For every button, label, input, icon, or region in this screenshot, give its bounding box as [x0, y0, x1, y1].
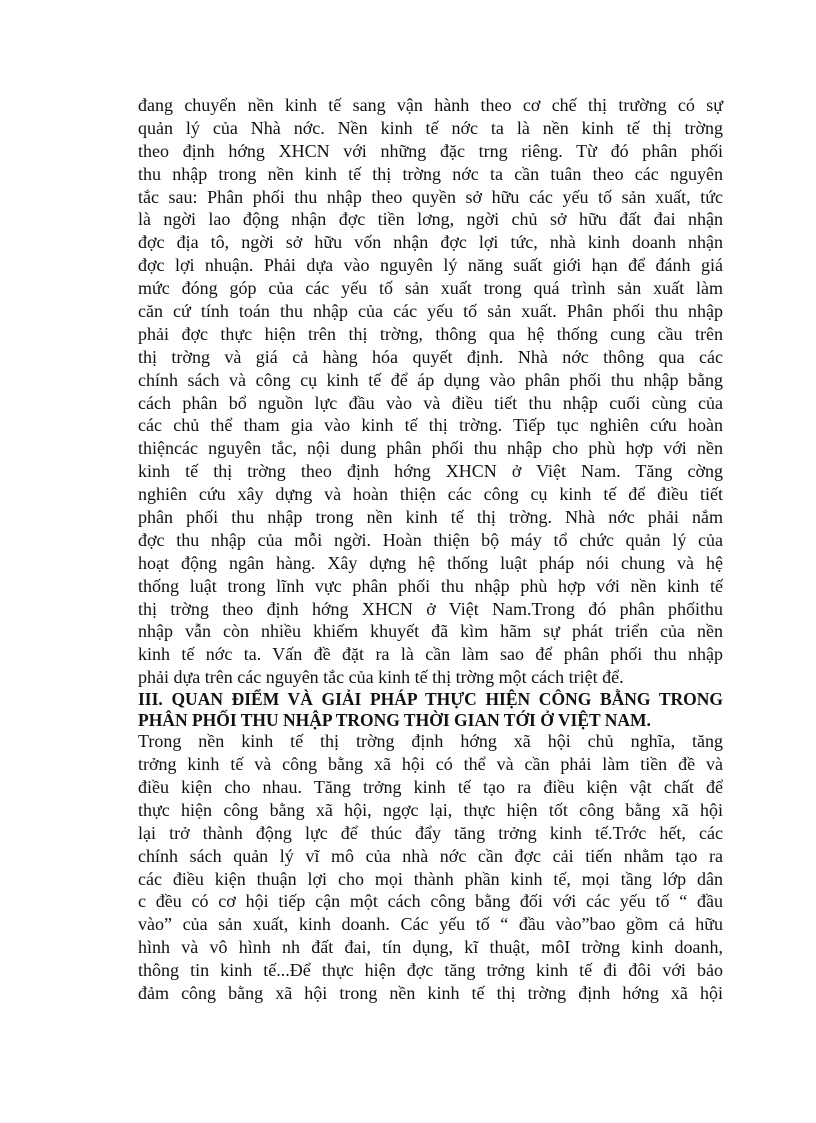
text-line: theo định hớng XHCN với những đặc trng riêng. Từ đó phân phối: [138, 140, 723, 161]
text-line: lại trở thành động lực để thúc đẩy tăng trởng kinh tế.Trớc hết, các: [138, 822, 723, 843]
paragraph-growth-equity: [138, 730, 723, 1005]
text-line: điều kiện cho nhau. Tăng trởng kinh tế tạo ra điều kiện vật chất để: [138, 776, 723, 797]
text-line: thông tin kinh tế...Để thực hiện đợc tăng trởng kinh tế đi đôi với bảo: [138, 960, 723, 981]
text-line: đang chuyển nền kinh tế sang vận hành theo cơ chế thị trường có sự: [138, 95, 723, 115]
text-line: chính sách quản lý vĩ mô của nhà nớc cần đợc cải tiến nhằm tạo ra: [138, 845, 723, 866]
text-line: nghiên cứu xây dựng và hoàn thiện các công cụ kinh tế để điều tiết: [138, 484, 723, 505]
text-line: Trong nền kinh tế thị trờng định hớng xã hội chủ nghĩa, tăng: [138, 731, 723, 752]
text-line: các điều kiện thuận lợi cho mọi thành phần kinh tế, mọi tầng lớp dân: [138, 868, 723, 889]
text-line: hình và vô hình nh đất đai, tín dụng, kĩ thuật, môI trờng kinh doanh,: [138, 937, 723, 958]
text-line: đợc địa tô, ngời sở hữu vốn nhận đợc lợi tức, nhà kinh doanh nhận: [138, 232, 723, 253]
text-line: trởng kinh tế và công bằng xã hội có thể và cần phải làm tiền đề và: [138, 754, 723, 775]
text-line: đảm công bằng xã hội trong nền kinh tế thị trờng định hớng xã hội: [138, 982, 723, 1003]
text-line: thiệncác nguyên tắc, nội dung phân phối thu nhập cho phù hợp với nền: [138, 438, 723, 459]
text-line: nhập vẫn còn nhiều khiếm khuyết đã kìm hãm sự phát triển của nền: [138, 621, 723, 642]
text-line: thực hiện công bằng xã hội, ngợc lại, thực hiện tốt công bằng xã hội: [138, 799, 723, 820]
text-line: phải dựa trên các nguyên tắc của kinh tế thị trờng một cách triệt để.: [138, 667, 624, 688]
text-line: thị trờng và giá cả hàng hóa quyết định. Nhà nớc thông qua các: [138, 346, 723, 367]
text-line: phân phối thu nhập trong nền kinh tế thị trờng. Nhà nớc phải nắm: [138, 507, 723, 528]
paragraph-distribution-principles: [138, 94, 723, 689]
text-line: kinh tế nớc ta. Vấn đề đặt ra là cần làm sao để phân phối thu nhập: [138, 644, 723, 665]
text-line: quản lý của Nhà nớc. Nền kinh tế nớc ta là nền kinh tế thị trờng: [138, 117, 723, 138]
text-line: căn cứ tính toán thu nhập của các yếu tố sản xuất. Phân phối thu nhập: [138, 301, 723, 322]
document-body: [138, 94, 723, 1005]
text-line: là ngời lao động nhận đợc tiền lơng, ngời chủ sở hữu đất đai nhận: [138, 209, 723, 230]
heading-line: PHÂN PHỐI THU NHẬP TRONG THỜI GIAN TỚI Ở VIỆT NAM.: [138, 709, 651, 730]
text-line: chính sách và công cụ kinh tế để áp dụng vào phân phối thu nhập bằng: [138, 369, 723, 390]
heading-line: III. QUAN ĐIỂM VÀ GIẢI PHÁP THỰC HIỆN CÔNG BẰNG TRONG: [138, 689, 723, 710]
text-line: phải đợc thực hiện trên thị trờng, thông qua hệ thống cung cầu trên: [138, 323, 723, 344]
text-line: hoạt động ngân hàng. Xây dựng hệ thống luật pháp nói chung và hệ: [138, 552, 723, 573]
text-line: kinh tế thị trờng theo định hớng XHCN ở Việt Nam. Tăng cờng: [138, 461, 723, 482]
text-line: cách phân bổ nguồn lực đầu vào và điều tiết thu nhập cuối cùng của: [138, 392, 723, 413]
text-line: đợc lợi nhuận. Phải dựa vào nguyên lý năng suất giới hạn để đánh giá: [138, 255, 723, 276]
text-line: thị trờng theo định hớng XHCN ở Việt Nam.Trong đó phân phốithu: [138, 598, 723, 619]
text-line: thu nhập trong nền kinh tế thị trờng nớc ta cần tuân theo các nguyên: [138, 163, 723, 184]
text-line: tắc sau: Phân phối thu nhập theo quyền sở hữu các yếu tố sản xuất, tức: [138, 186, 723, 207]
text-line: thống luật trong lĩnh vực phân phối thu nhập phù hợp với nền kinh tế: [138, 575, 723, 596]
text-line: c đều có cơ hội tiếp cận một cách công bằng đối với các yếu tố “ đầu: [138, 891, 723, 912]
text-line: vào” của sản xuất, kinh doanh. Các yếu tố “ đầu vào”bao gồm cả hữu: [138, 914, 723, 935]
text-line: các chủ thể tham gia vào kinh tế thị trờng. Tiếp tục nghiên cứu hoàn: [138, 415, 723, 436]
text-line: đợc thu nhập của mỗi ngời. Hoàn thiện bộ máy tổ chức quản lý của: [138, 529, 723, 550]
text-line: mức đóng góp của các yếu tố sản xuất trong quá trình sản xuất làm: [138, 278, 723, 299]
section-heading-iii: [138, 689, 723, 730]
